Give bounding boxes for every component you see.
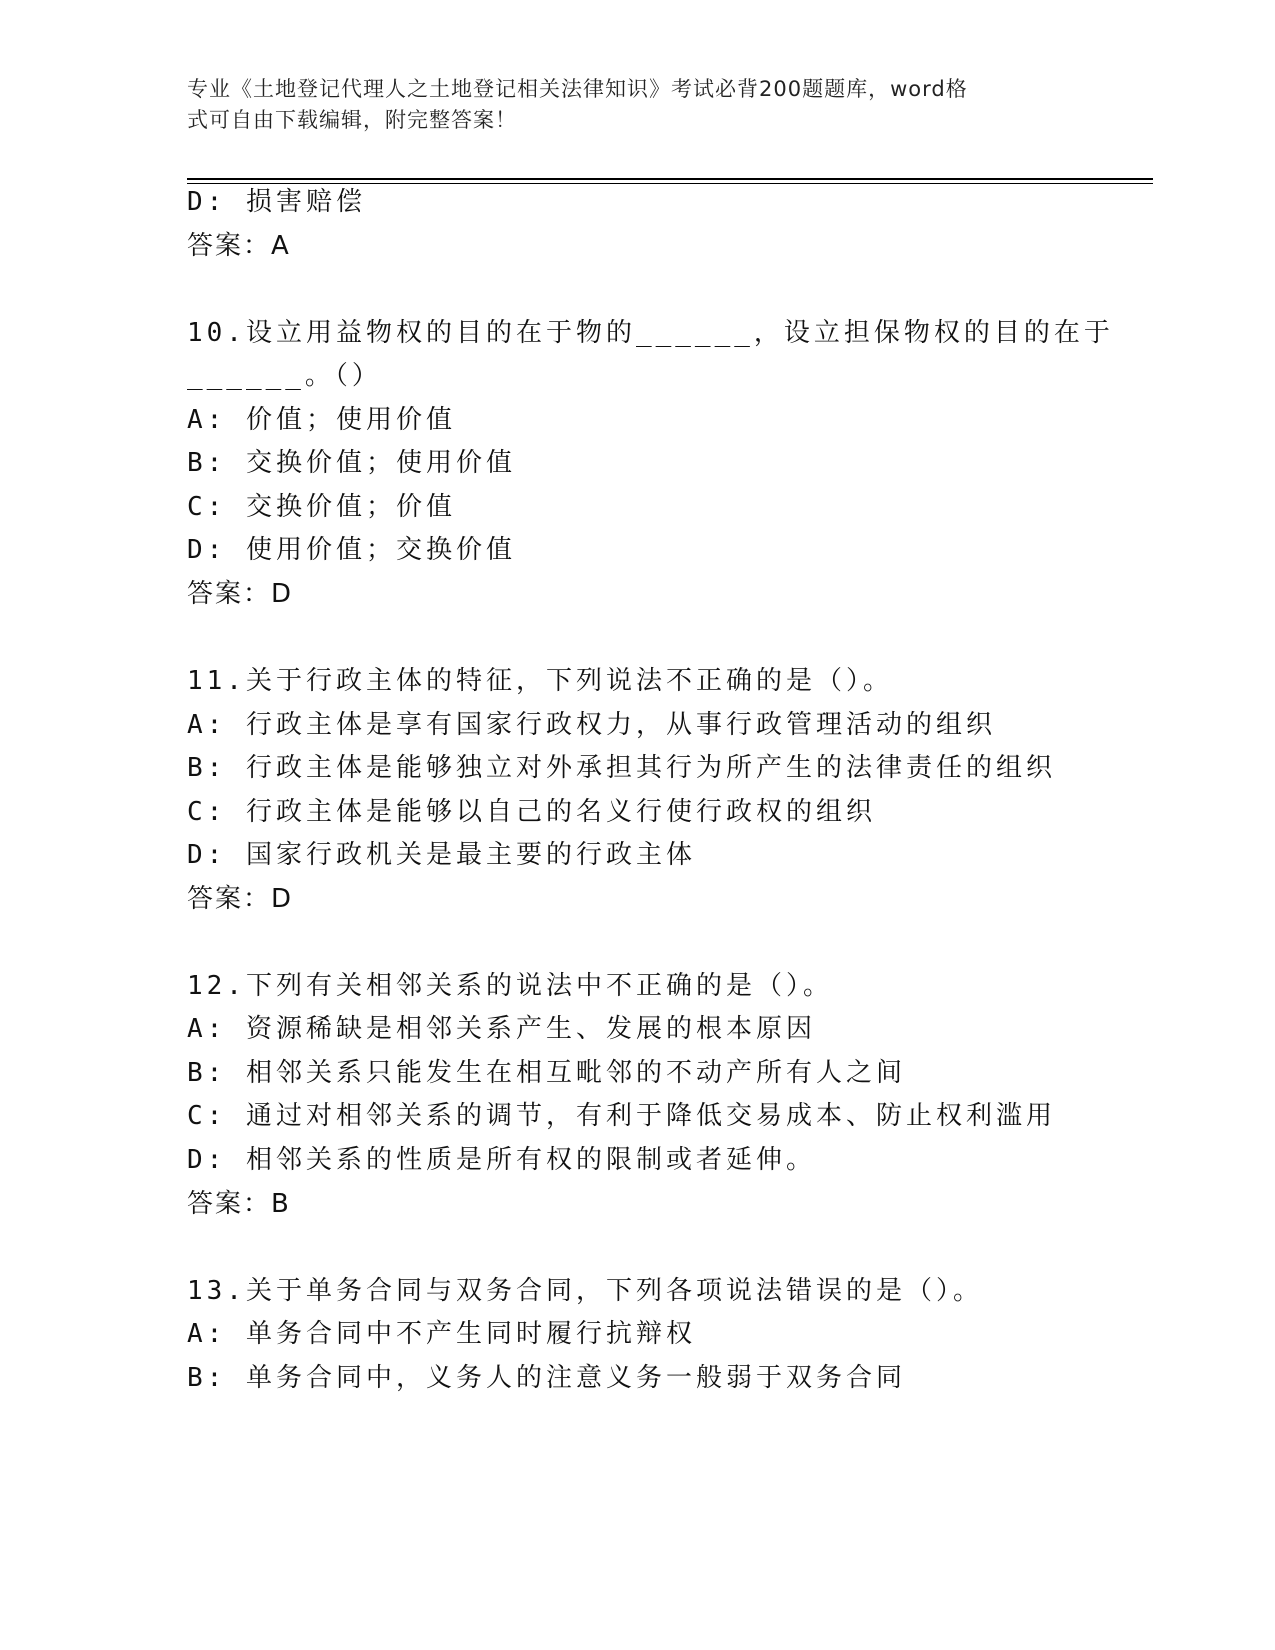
- q11-option-b: B: 行政主体是能够独立对外承担其行为所产生的法律责任的组织: [187, 753, 1056, 783]
- q9-answer: 答案：A: [187, 231, 291, 261]
- header-divider-thick: [187, 178, 1153, 180]
- q10-option-b: B: 交换价值；使用价值: [187, 448, 516, 478]
- q10-answer: 答案：D: [187, 579, 294, 609]
- q13-option-a: A: 单务合同中不产生同时履行抗辩权: [187, 1319, 696, 1349]
- q10-stem-line-2: ______。（）: [187, 361, 382, 391]
- q10-option-a: A: 价值；使用价值: [187, 405, 456, 435]
- q12-option-c: C: 通过对相邻关系的调节，有利于降低交易成本、防止权利滥用: [187, 1101, 1056, 1131]
- q13-option-b: B: 单务合同中，义务人的注意义务一般弱于双务合同: [187, 1363, 906, 1393]
- q11-answer: 答案：D: [187, 884, 294, 914]
- q9-option-d: D: 损害赔偿: [187, 187, 366, 217]
- q12-stem: 12.下列有关相邻关系的说法中不正确的是（）。: [187, 971, 833, 1001]
- q10-option-d: D: 使用价值；交换价值: [187, 535, 516, 565]
- q11-option-d: D: 国家行政机关是最主要的行政主体: [187, 840, 696, 870]
- q10-stem-line-1: 10.设立用益物权的目的在于物的______，设立担保物权的目的在于: [187, 318, 1114, 348]
- q12-answer: 答案：B: [187, 1189, 291, 1219]
- q11-option-c: C: 行政主体是能够以自己的名义行使行政权的组织: [187, 797, 876, 827]
- header-line-2: 式可自由下载编辑，附完整答案！: [187, 108, 517, 132]
- q12-option-a: A: 资源稀缺是相邻关系产生、发展的根本原因: [187, 1014, 816, 1044]
- q12-option-d: D: 相邻关系的性质是所有权的限制或者延伸。: [187, 1145, 816, 1175]
- q12-option-b: B: 相邻关系只能发生在相互毗邻的不动产所有人之间: [187, 1058, 906, 1088]
- header-divider-thin: [187, 183, 1153, 184]
- header-line-1: 专业《土地登记代理人之土地登记相关法律知识》考试必背200题题库，word格: [187, 77, 968, 101]
- q10-option-c: C: 交换价值；价值: [187, 492, 456, 522]
- q11-option-a: A: 行政主体是享有国家行政权力，从事行政管理活动的组织: [187, 710, 996, 740]
- q11-stem: 11.关于行政主体的特征，下列说法不正确的是（）。: [187, 666, 893, 696]
- q13-stem: 13.关于单务合同与双务合同，下列各项说法错误的是（）。: [187, 1276, 983, 1306]
- document-header: [187, 74, 1067, 136]
